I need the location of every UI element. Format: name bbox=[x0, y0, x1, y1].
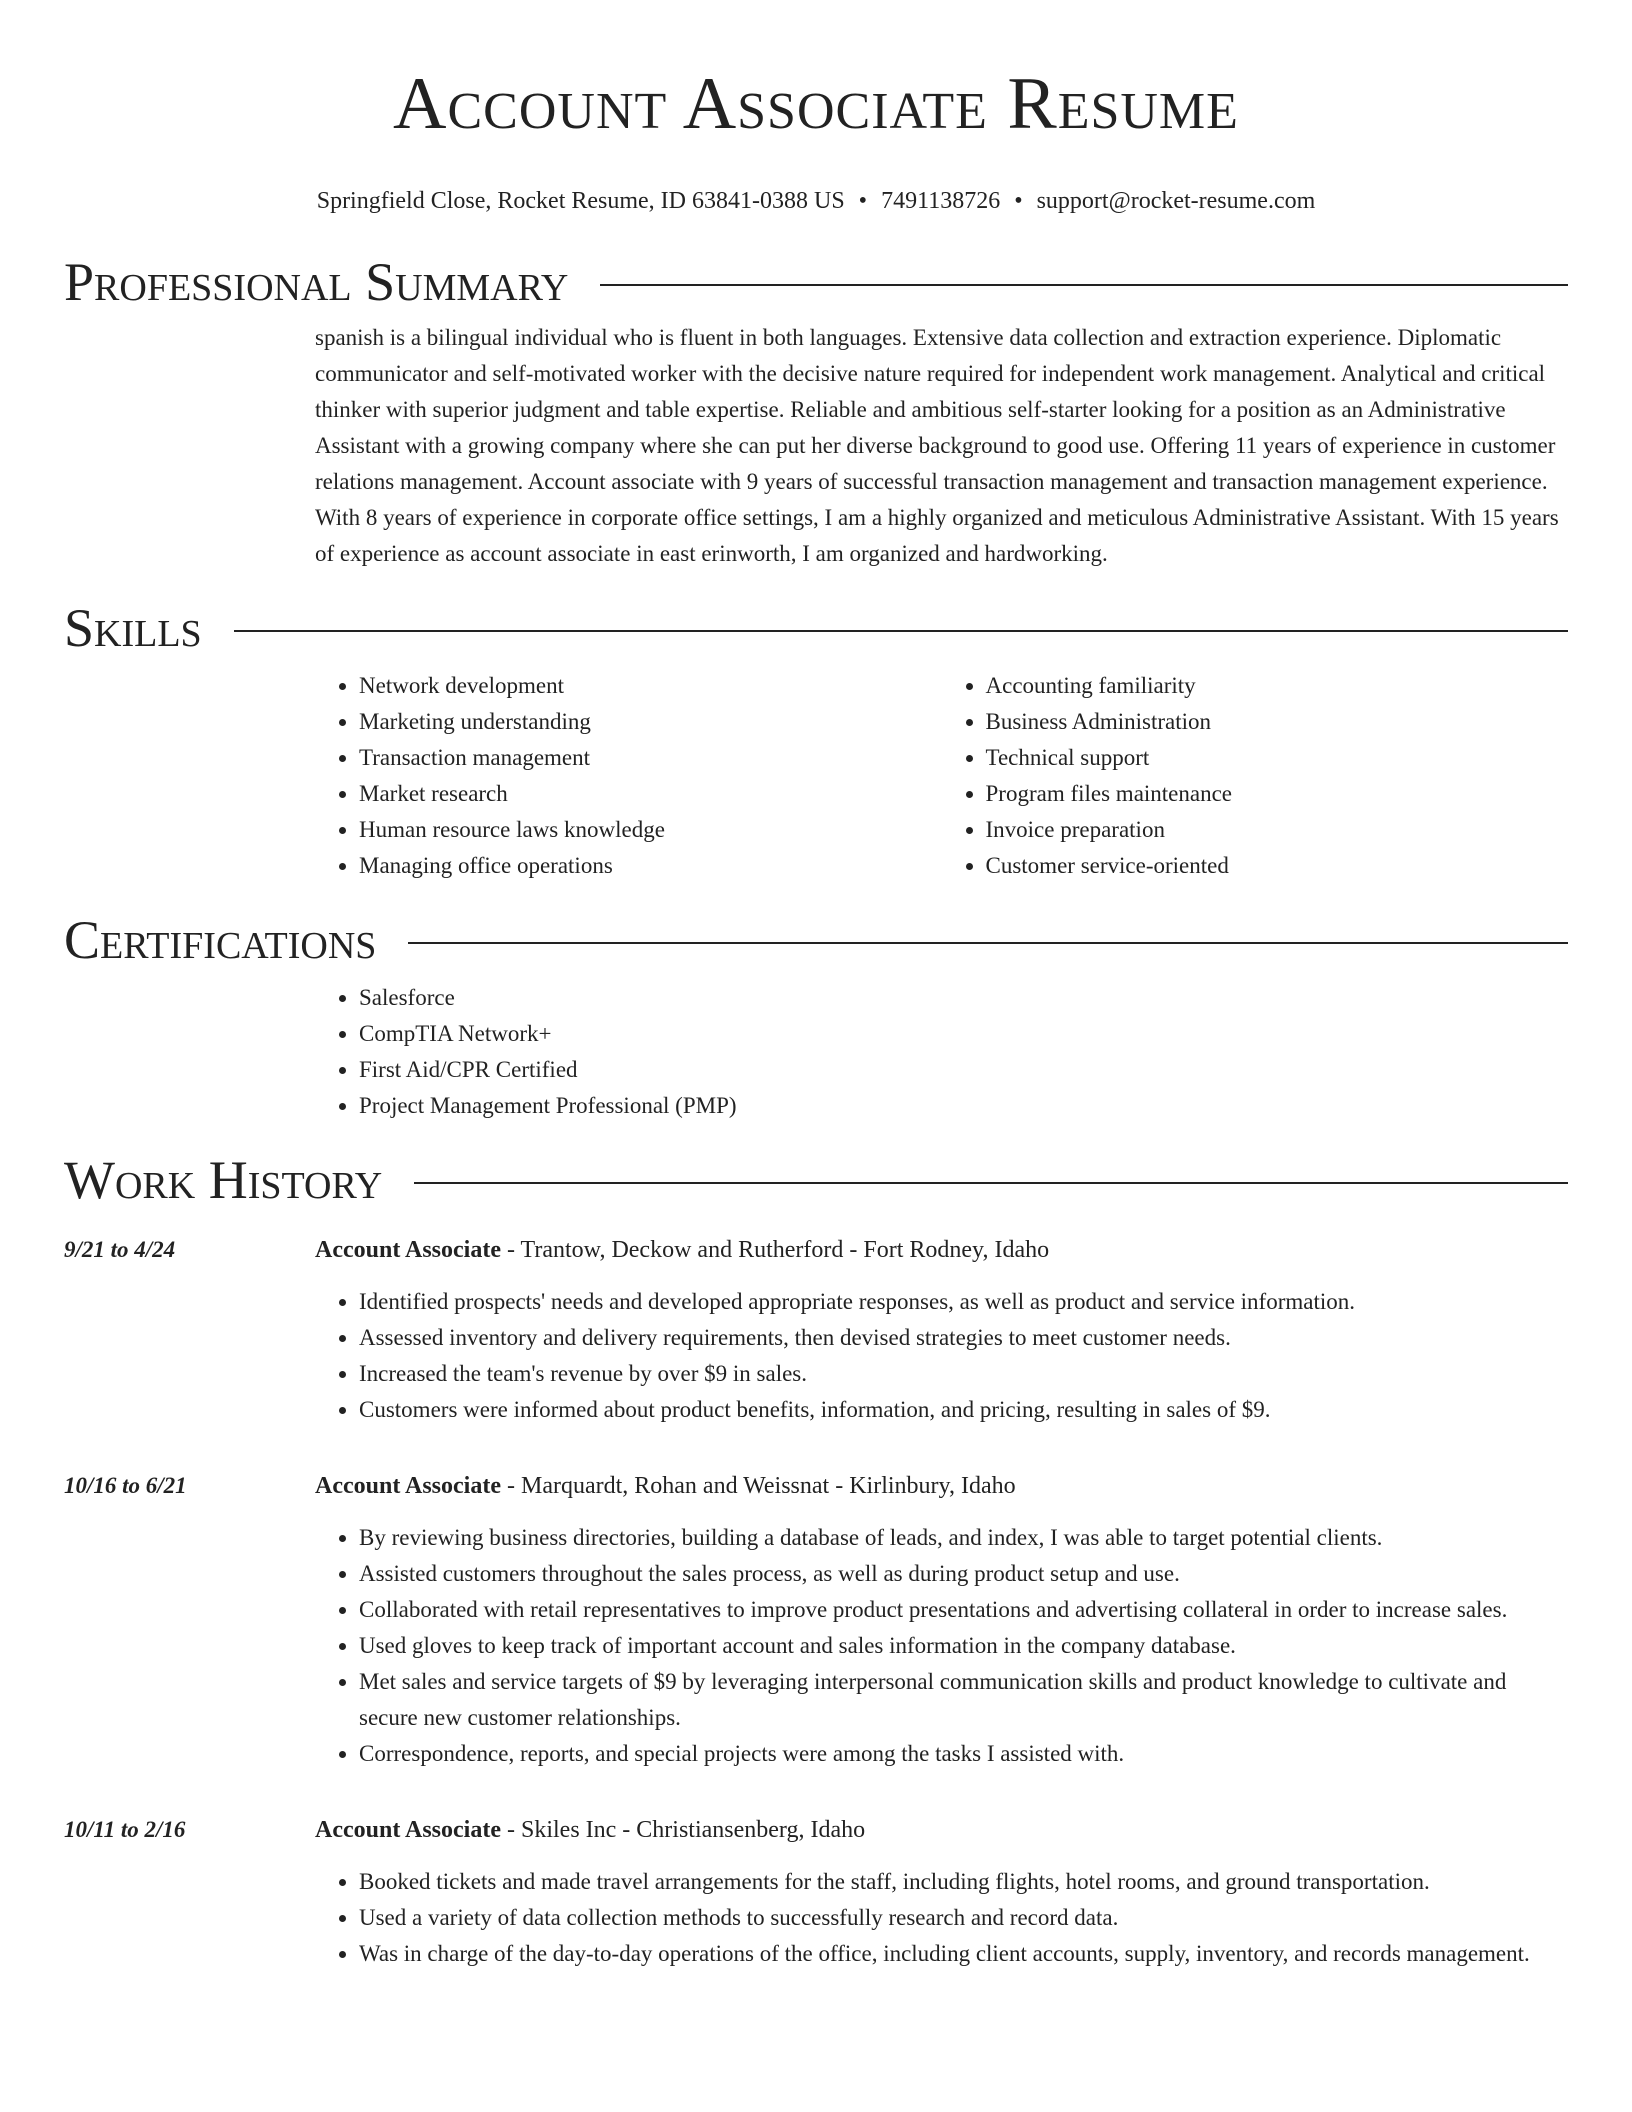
job-entry bbox=[64, 1812, 1568, 1972]
certifications-section-header bbox=[64, 908, 1568, 972]
job-bullet: • Collaborated with retail representatives to improve product presentations and advertising collateral in order to increase sales. bbox=[359, 1592, 1568, 1628]
job-bullets bbox=[315, 1284, 1568, 1428]
certifications-section bbox=[315, 980, 1568, 1124]
job-dates: 10/16 to 6/21 bbox=[64, 1473, 187, 1498]
certifications-list bbox=[315, 980, 1568, 1124]
job-bullet: • Identified prospects' needs and developed appropriate responses, as well as product and service information. bbox=[359, 1284, 1568, 1320]
skill-item: • Accounting familiarity bbox=[986, 668, 1569, 704]
skill-item: • Customer service-oriented bbox=[986, 848, 1569, 884]
skill-item: • Market research bbox=[359, 776, 942, 812]
job-heading bbox=[315, 1468, 1568, 1504]
skill-item: • Program files maintenance bbox=[986, 776, 1569, 812]
job-bullet: • Increased the team's revenue by over $9 in sales. bbox=[359, 1356, 1568, 1392]
contact-email: support@rocket-resume.com bbox=[1036, 188, 1316, 214]
skills-section bbox=[315, 668, 1568, 884]
job-employer-location: - Marquardt, Rohan and Weissnat - Kirlinbury, Idaho bbox=[500, 1473, 1016, 1499]
resume-page bbox=[64, 0, 1568, 1972]
job-heading bbox=[315, 1812, 1568, 1848]
job-title: Account Associate bbox=[315, 1817, 501, 1843]
job-bullet: • Used a variety of data collection methods to successfully research and record data. bbox=[359, 1900, 1568, 1936]
job-bullet: • By reviewing business directories, building a database of leads, and index, I was able to target potential clients. bbox=[359, 1520, 1568, 1556]
skills-heading: Skills bbox=[64, 598, 202, 658]
contact-separator: • bbox=[1014, 188, 1023, 214]
skills-section-header bbox=[64, 596, 1568, 660]
contact-address: Springfield Close, Rocket Resume, ID 63841-0388 US bbox=[316, 188, 845, 214]
job-heading bbox=[315, 1232, 1568, 1268]
summary-section-header bbox=[64, 250, 1568, 314]
job-body bbox=[315, 1232, 1568, 1428]
skill-item: • Network development bbox=[359, 668, 942, 704]
skill-item: • Technical support bbox=[986, 740, 1569, 776]
contact-separator: • bbox=[858, 188, 868, 214]
job-dates: 10/11 to 2/16 bbox=[64, 1817, 186, 1842]
section-divider bbox=[234, 630, 1568, 632]
job-employer-location: - Skiles Inc - Christiansenberg, Idaho bbox=[500, 1817, 866, 1843]
job-bullet: • Assessed inventory and delivery requirements, then devised strategies to meet customer needs. bbox=[359, 1320, 1568, 1356]
work-heading: Work History bbox=[64, 1150, 383, 1210]
skill-item: • Invoice preparation bbox=[986, 812, 1569, 848]
job-title: Account Associate bbox=[315, 1473, 501, 1499]
skills-list-right bbox=[942, 668, 1569, 884]
skill-item: • Managing office operations bbox=[359, 848, 942, 884]
certification-item: • Salesforce bbox=[359, 980, 1568, 1016]
job-entry bbox=[64, 1468, 1568, 1772]
job-bullet: • Customers were informed about product benefits, information, and pricing, resulting in sales of $9. bbox=[359, 1392, 1568, 1428]
job-bullet: • Was in charge of the day-to-day operations of the office, including client accounts, supply, inventory, and records management. bbox=[359, 1936, 1568, 1972]
work-section-header bbox=[64, 1148, 1568, 1212]
contact-phone: 7491138726 bbox=[881, 188, 1001, 214]
summary-heading: Professional Summary bbox=[64, 252, 569, 312]
job-entry bbox=[64, 1232, 1568, 1428]
section-divider bbox=[600, 284, 1568, 286]
skill-item: • Marketing understanding bbox=[359, 704, 942, 740]
skill-item: • Business Administration bbox=[986, 704, 1569, 740]
certification-item: • First Aid/CPR Certified bbox=[359, 1052, 1568, 1088]
job-bullets bbox=[315, 1864, 1568, 1972]
job-body bbox=[315, 1468, 1568, 1772]
job-bullet: • Assisted customers throughout the sales process, as well as during product setup and use. bbox=[359, 1556, 1568, 1592]
certification-item: • CompTIA Network+ bbox=[359, 1016, 1568, 1052]
job-title: Account Associate bbox=[315, 1237, 501, 1263]
skills-list-left bbox=[315, 668, 942, 884]
summary-text: spanish is a bilingual individual who is fluent in both languages. Extensive data collection and extraction experience. Diplomatic communicator and self-motivated worker with the decisive nature required for independent work management. Analytical and critical thinker with superior judgment and table expertise. Reliable and ambitious self-starter looking for a position as an Administrative Assistant with a growing company where she can put her diverse background to good use. Offering 11 years of experience in customer relations management. Account associate with 9 years of successful transaction management and transaction management experience. With 8 years of experience in corporate office settings, I am a highly organized and meticulous Administrative Assistant. With 15 years of experience as account associate in east erinworth, I am organized and hardworking. bbox=[315, 325, 1559, 566]
section-divider bbox=[414, 1182, 1568, 1184]
skill-item: • Transaction management bbox=[359, 740, 942, 776]
job-bullet: • Used gloves to keep track of important account and sales information in the company database. bbox=[359, 1628, 1568, 1664]
job-bullet: • Correspondence, reports, and special projects were among the tasks I assisted with. bbox=[359, 1736, 1568, 1772]
job-dates: 9/21 to 4/24 bbox=[64, 1237, 176, 1262]
skill-item: • Human resource laws knowledge bbox=[359, 812, 942, 848]
section-divider bbox=[408, 942, 1568, 944]
contact-line bbox=[64, 186, 1568, 216]
job-employer-location: - Trantow, Deckow and Rutherford - Fort Rodney, Idaho bbox=[500, 1237, 1050, 1263]
job-body bbox=[315, 1812, 1568, 1972]
job-bullet: • Booked tickets and made travel arrangements for the staff, including flights, hotel rooms, and ground transportation. bbox=[359, 1864, 1568, 1900]
job-bullets bbox=[315, 1520, 1568, 1772]
certifications-heading: Certifications bbox=[64, 910, 377, 970]
certification-item: • Project Management Professional (PMP) bbox=[359, 1088, 1568, 1124]
resume-title: Account Associate Resume bbox=[393, 63, 1239, 145]
summary-section bbox=[315, 320, 1568, 572]
job-bullet: • Met sales and service targets of $9 by leveraging interpersonal communication skills and product knowledge to cultivate and secure new customer relationships. bbox=[359, 1664, 1568, 1736]
